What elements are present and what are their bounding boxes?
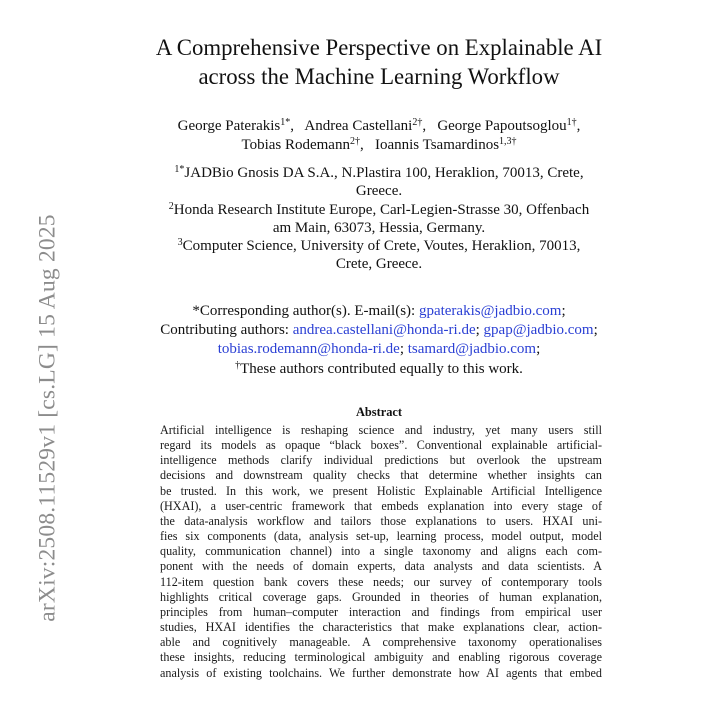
email-link[interactable]: andrea.castellani@honda-ri.de xyxy=(292,322,476,339)
author: Andrea Castellani$^{2\dagger}$, xyxy=(304,117,427,134)
abstract-line: the data-analysis workflow and tailors those explanations to users. HXAI uni- xyxy=(160,513,602,528)
abstract-line: these insights, reducing terminological ambiguity and enabling rigorous coverage xyxy=(160,650,602,665)
author-list xyxy=(120,117,638,154)
abstract-line: able and cognitively manageable. A comprehensive taxonomy operationalises xyxy=(160,635,602,650)
contact-block xyxy=(130,302,628,379)
abstract-line: fies six components (data, analysis set-up, learning process, model output, model xyxy=(160,529,602,544)
title-line-1: A Comprehensive Perspective on Explainable AI xyxy=(155,35,603,60)
contributing-label: Contributing authors: xyxy=(160,322,289,339)
email-link[interactable]: gpap@jadbio.com xyxy=(483,322,594,339)
abstract-line: principles from human–computer interaction and findings from empirical user xyxy=(160,604,602,619)
abstract-line: highlights critical coverage gaps. Grounded in theories of human explanation, xyxy=(160,589,602,604)
title-line-2: across the Machine Learning Workflow xyxy=(198,64,560,89)
author-line-2 xyxy=(120,136,638,155)
author: George Papoutsoglou$^{1\dagger}$, xyxy=(437,117,581,134)
abstract-line: be trusted. In this work, we present Holistic Explainable Artificial Intelligence xyxy=(160,483,602,498)
email-link[interactable]: tobias.rodemann@honda-ri.de xyxy=(217,341,400,358)
abstract-line: Artificial intelligence is reshaping science and industry, yet many users still xyxy=(160,423,602,437)
affiliation-list xyxy=(140,164,618,274)
abstract-line: 112-item question bank covers these needs; our survey of contemporary tools xyxy=(160,574,602,589)
author-line-1 xyxy=(120,117,638,136)
email-link[interactable]: tsamard@jadbio.com xyxy=(407,341,537,358)
abstract-line: quality, communication channel) into a single taxonomy and aligns each com- xyxy=(160,544,602,559)
affiliation: $^2$Honda Research Institute Europe, Carl-Legien-Strasse 30, Offenbach am Main, 63073, Hessia, Germany. xyxy=(168,200,590,236)
arxiv-identifier-stamp: arXiv:2508.11529v1 [cs.LG] 15 Aug 2025 xyxy=(34,214,61,622)
corresponding-author-line: *Corresponding author(s). E-mail(s): gpaterakis@jadbio.com; xyxy=(192,303,566,319)
abstract-line: analysis of existing toolchains. We further demonstrate how AI agents that embed xyxy=(160,665,602,680)
abstract-line: ponent with the needs of domain experts, data analysts and data scientists. A xyxy=(160,559,602,574)
author: George Paterakis$^{1*}$, xyxy=(177,117,294,134)
abstract-heading: Abstract xyxy=(355,405,403,419)
corresponding-label: *Corresponding author(s). E-mail(s): xyxy=(192,303,416,319)
abstract-line: intelligence methods clarify individual predictions but overlook the upstream xyxy=(160,453,602,468)
affiliation: $^3$Computer Science, University of Crete, Voutes, Heraklion, 70013, Crete, Greece. xyxy=(177,237,581,273)
abstract-line: (HXAI), a user-centric framework that embeds explanation into every stage of xyxy=(160,498,602,513)
abstract-body xyxy=(160,423,602,681)
equal-contribution-note: †These authors contributed equally to this work. xyxy=(235,359,523,377)
abstract-line: decisions and downstream quality checks that determine whether insights can xyxy=(160,468,602,483)
author: Ioannis Tsamardinos$^{1,3\dagger}$ xyxy=(374,135,517,153)
contributing-authors-line-2: tobias.rodemann@honda-ri.de; tsamard@jadbio.com; xyxy=(217,341,541,358)
email-link[interactable]: gpaterakis@jadbio.com xyxy=(418,303,562,319)
author: Tobias Rodemann$^{2\dagger}$, xyxy=(241,135,364,153)
abstract-line: regard its models as opaque “black boxes”. Conventional explainable artificial- xyxy=(160,438,602,453)
paper-title xyxy=(130,33,628,91)
affiliation: $^{1*}$JADBio Gnosis DA S.A., N.Plastira 100, Heraklion, 70013, Crete, Greece. xyxy=(174,164,584,200)
contributing-authors-line: Contributing authors: andrea.castellani@honda-ri.de; gpap@jadbio.com; xyxy=(160,322,598,339)
abstract-line: studies, HXAI identifies the characteristics that make explanations clear, action- xyxy=(160,620,602,635)
